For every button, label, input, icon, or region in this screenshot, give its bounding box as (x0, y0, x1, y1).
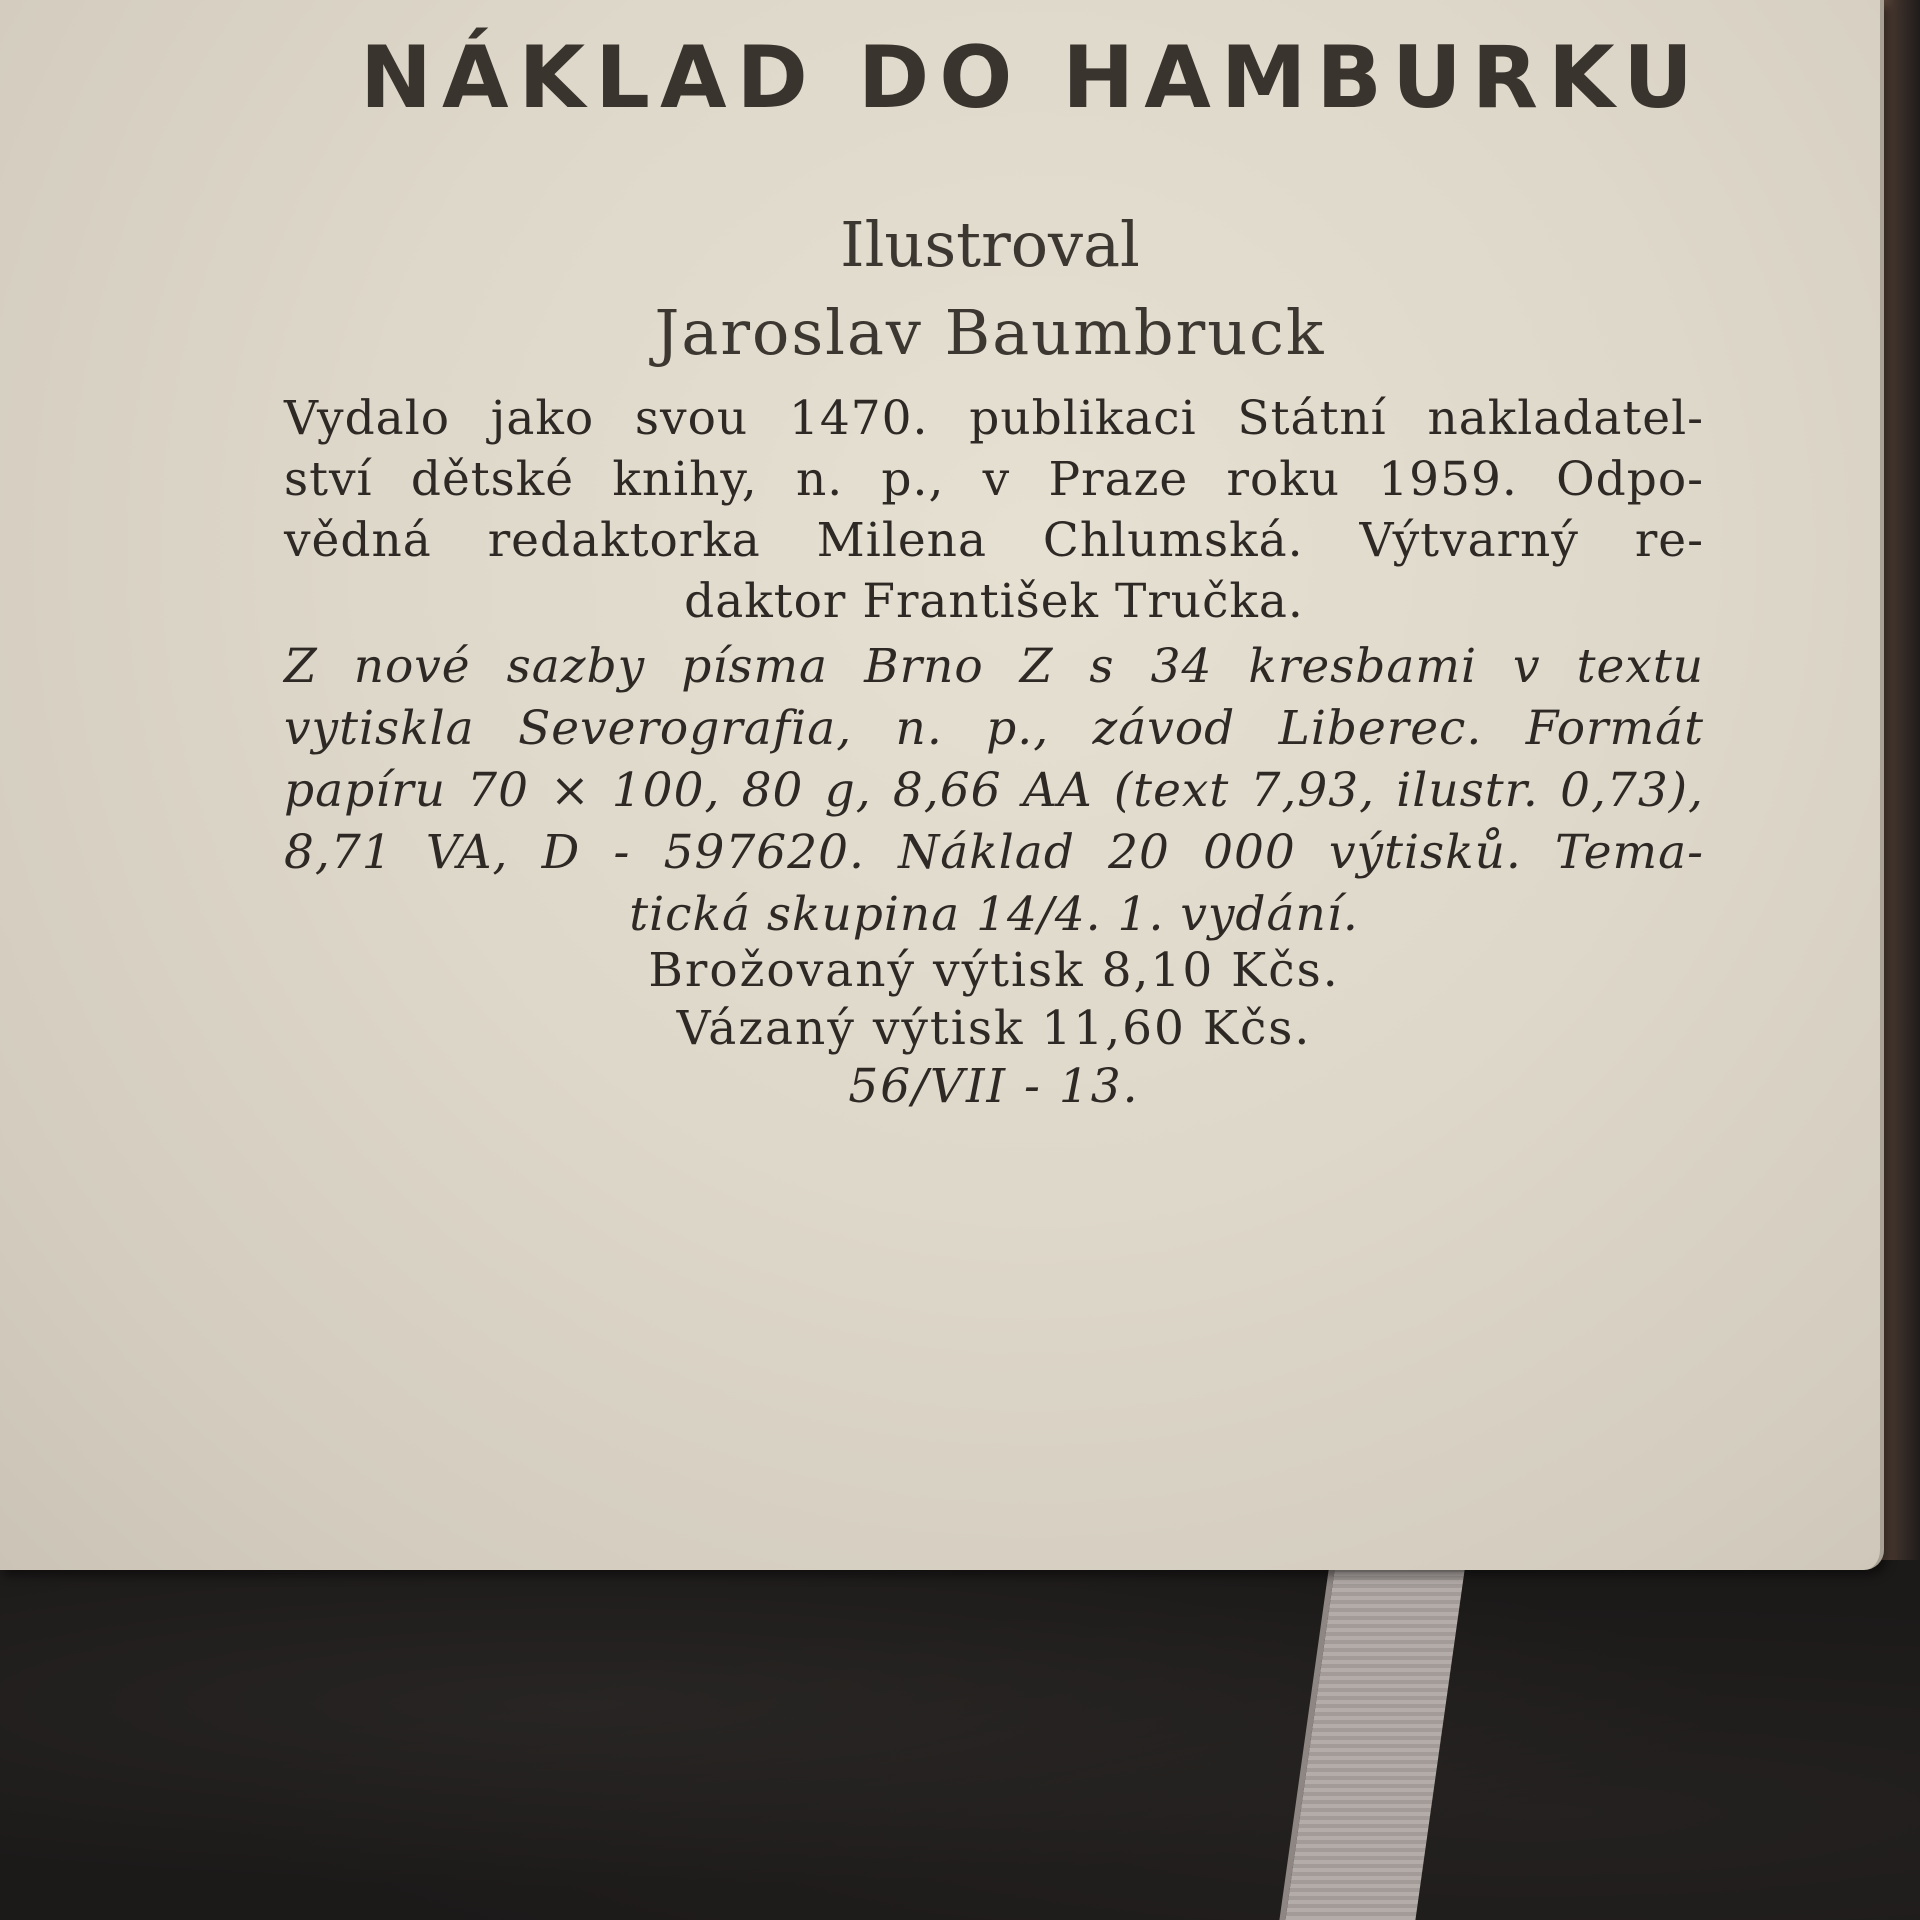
printing-line: Z nové sazby písma Brno Z s 34 kresbami v textu (284, 639, 1704, 694)
dark-fabric-background (0, 1560, 1920, 1920)
imprint-line: Vydalo jako svou 1470. publikaci Státní nakladatel- (284, 391, 1704, 446)
hardcover-price: Vázaný výtisk 11,60 Kčs. (676, 1001, 1312, 1056)
printing-line: papíru 70 × 100, 80 g, 8,66 AA (text 7,93, ilustr. 0,73), (284, 763, 1704, 818)
catalog-code: 56/VII - 13. (848, 1059, 1140, 1114)
paperback-price: Brožovaný výtisk 8,10 Kčs. (648, 943, 1340, 998)
illustrator-name: Jaroslav Baumbruck (654, 296, 1326, 369)
printing-line: tická skupina 14/4. 1. vydání. (629, 887, 1359, 942)
book-title: NÁKLAD DO HAMBURKU (360, 28, 1703, 128)
imprint-line: ství dětské knihy, n. p., v Praze roku 1959. Odpo- (284, 452, 1704, 507)
price-block (284, 942, 1704, 1116)
printing-line: vytiskla Severografia, n. p., závod Liberec. Formát (284, 701, 1704, 756)
imprint-line: vědná redaktorka Milena Chlumská. Výtvarný re- (284, 513, 1704, 568)
publisher-imprint (284, 388, 1704, 632)
imprint-line: daktor František Tručka. (684, 574, 1304, 629)
printing-details (284, 636, 1704, 946)
printing-line: 8,71 VA, D - 597620. Náklad 20 000 výtisků. Tema- (284, 825, 1704, 880)
illustration-credit-label: Ilustroval (840, 208, 1140, 281)
